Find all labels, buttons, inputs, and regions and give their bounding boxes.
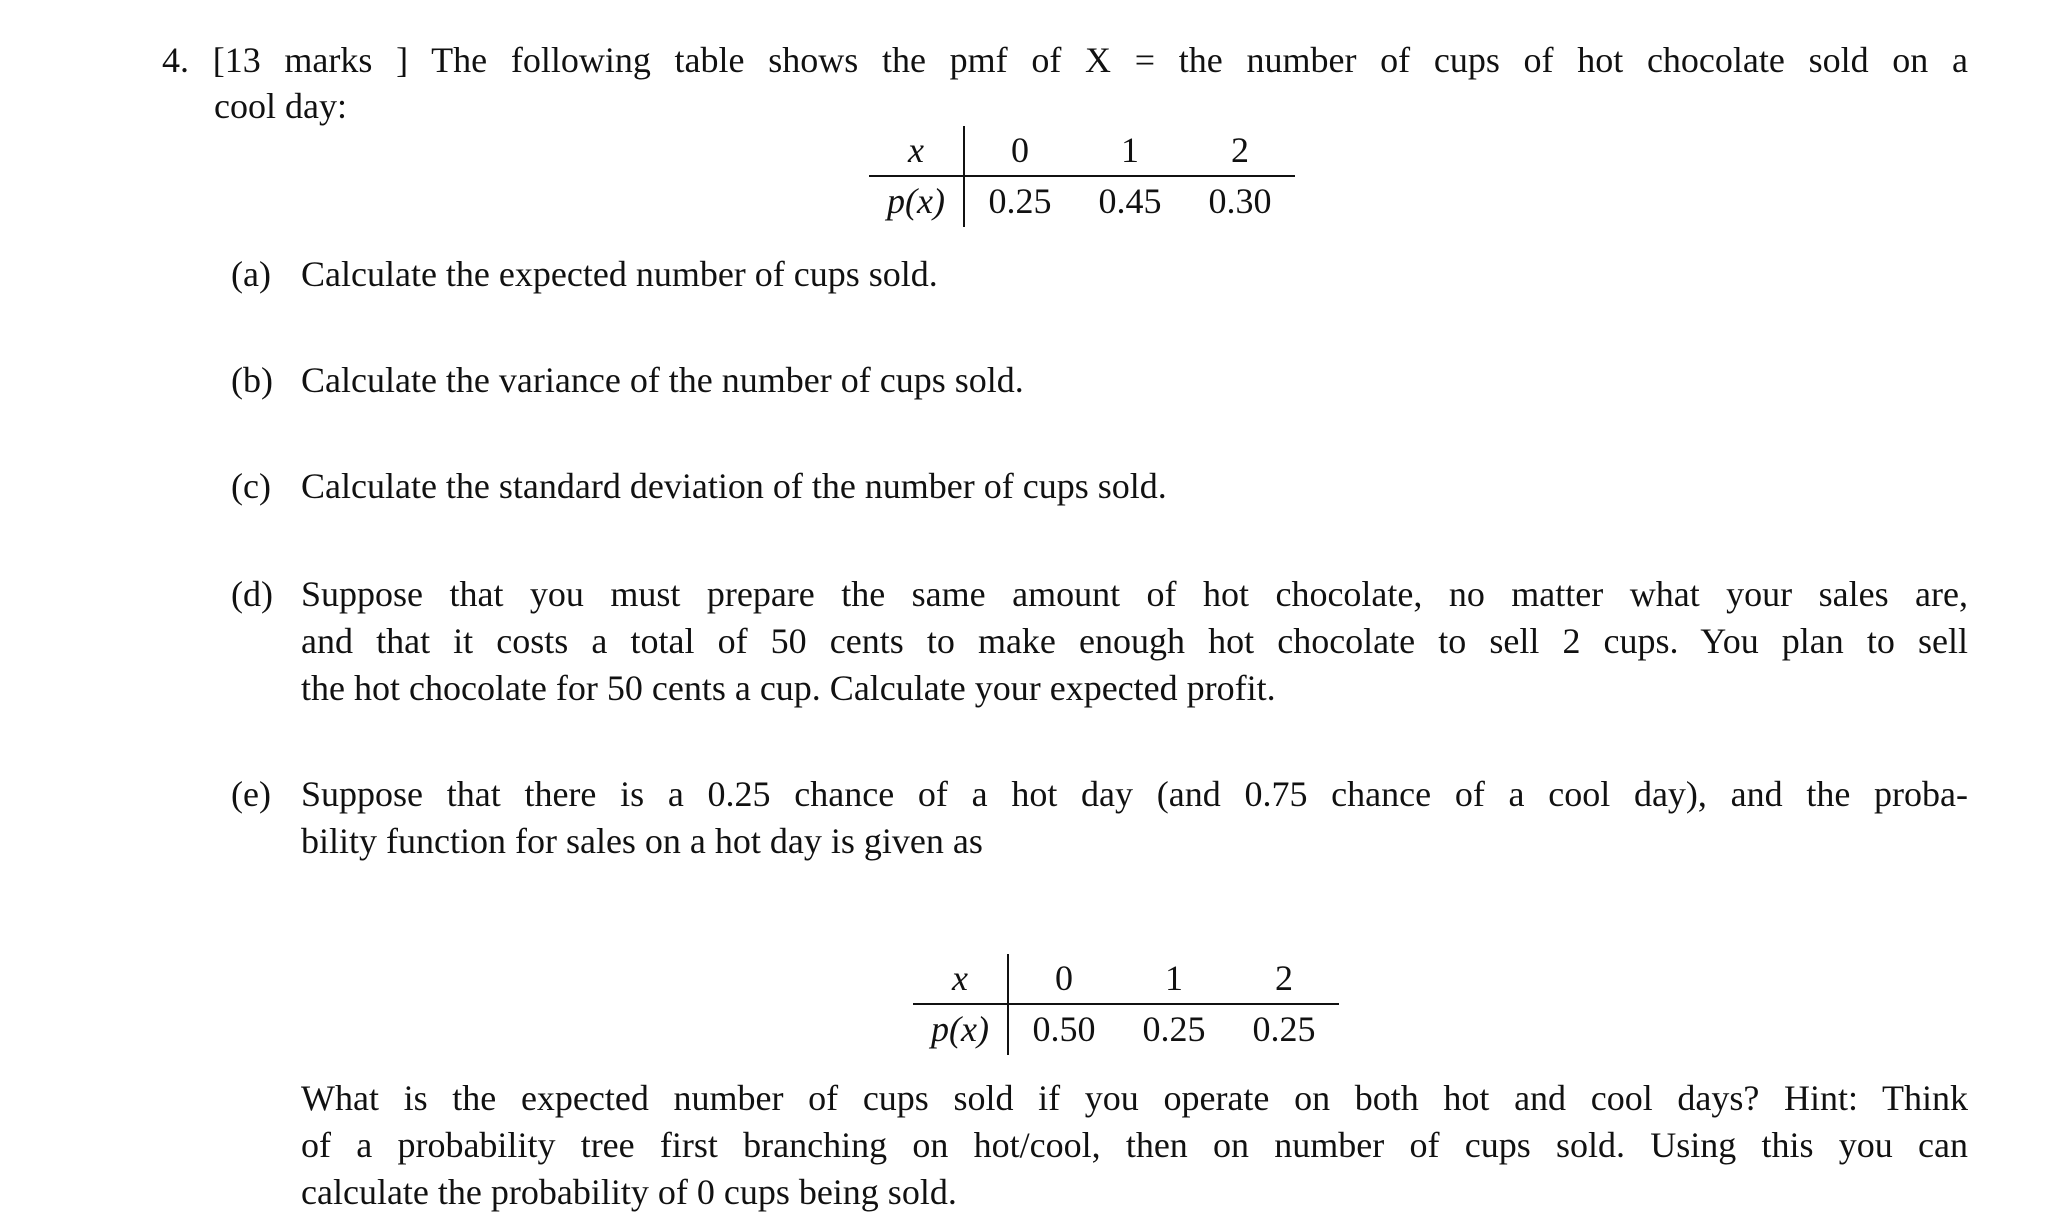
x-value: 2 <box>1185 126 1295 176</box>
row-label-x: x <box>869 126 964 176</box>
p-value: 0.45 <box>1098 181 1162 222</box>
part-e-followup-line-1 <box>301 1080 1968 1116</box>
part-e-line-1 <box>301 776 1968 812</box>
pmf-row-p <box>869 176 1295 226</box>
question-header-line <box>162 42 1968 78</box>
p-value: 0.30 <box>1208 181 1272 222</box>
question-number: 4. <box>162 40 189 80</box>
part-d-label: (d) <box>231 574 273 614</box>
part-b-label: (b) <box>231 360 273 400</box>
row-label-p: p(x) <box>869 176 964 226</box>
x-value: 0 <box>964 126 1075 176</box>
part-e-line-2: bility function for sales on a hot day is given as <box>301 821 983 861</box>
pmf-table-hot-day <box>913 954 1339 1055</box>
part-e-label: (e) <box>231 774 271 814</box>
row-label-x: x <box>913 954 1008 1004</box>
part-d-line-3: the hot chocolate for 50 cents a cup. Calculate your expected profit. <box>301 668 1276 708</box>
part-e-followup-line-2 <box>301 1127 1968 1163</box>
part-d-text: Suppose that you must prepare the same amount of hot chocolate, no matter what your sales are, <box>301 574 1968 614</box>
part-c-label: (c) <box>231 466 271 506</box>
pmf-row-x <box>913 954 1339 1004</box>
p-value: 0.25 <box>1252 1009 1316 1050</box>
part-c-text: Calculate the standard deviation of the number of cups sold. <box>301 466 1167 506</box>
pmf-row-p <box>913 1004 1339 1054</box>
part-a-text: Calculate the expected number of cups sold. <box>301 254 938 294</box>
pmf-table-cool-day <box>869 126 1295 227</box>
p-value: 0.50 <box>1032 1009 1096 1050</box>
part-d-line-2 <box>301 623 1968 659</box>
x-value: 2 <box>1229 954 1339 1004</box>
question-intro: The following table shows the pmf of X = the number of cups of hot chocolate sold on a <box>431 40 1968 80</box>
part-b-text: Calculate the variance of the number of cups sold. <box>301 360 1024 400</box>
part-e-followup-text: of a probability tree first branching on hot/cool, then on number of cups sold. Using this you can <box>301 1125 1968 1165</box>
x-value: 0 <box>1008 954 1119 1004</box>
pmf-row-x <box>869 126 1295 176</box>
part-d-text: and that it costs a total of 50 cents to make enough hot chocolate to sell 2 cups. You plan to sell <box>301 621 1968 661</box>
question-intro-continued: cool day: <box>214 86 347 126</box>
part-a-label: (a) <box>231 254 271 294</box>
part-d-line-1 <box>301 576 1968 612</box>
row-label-p: p(x) <box>913 1004 1008 1054</box>
part-e-followup-line-3: calculate the probability of 0 cups being sold. <box>301 1172 957 1212</box>
p-value: 0.25 <box>988 181 1052 222</box>
part-e-text: Suppose that there is a 0.25 chance of a hot day (and 0.75 chance of a cool day), and the proba- <box>301 774 1968 814</box>
question-marks: [13 marks ] <box>212 40 409 80</box>
question-header <box>162 42 1968 78</box>
x-value: 1 <box>1119 954 1229 1004</box>
x-value: 1 <box>1075 126 1185 176</box>
part-e-followup-text: What is the expected number of cups sold if you operate on both hot and cool days? Hint: Think <box>301 1078 1968 1118</box>
p-value: 0.25 <box>1142 1009 1206 1050</box>
